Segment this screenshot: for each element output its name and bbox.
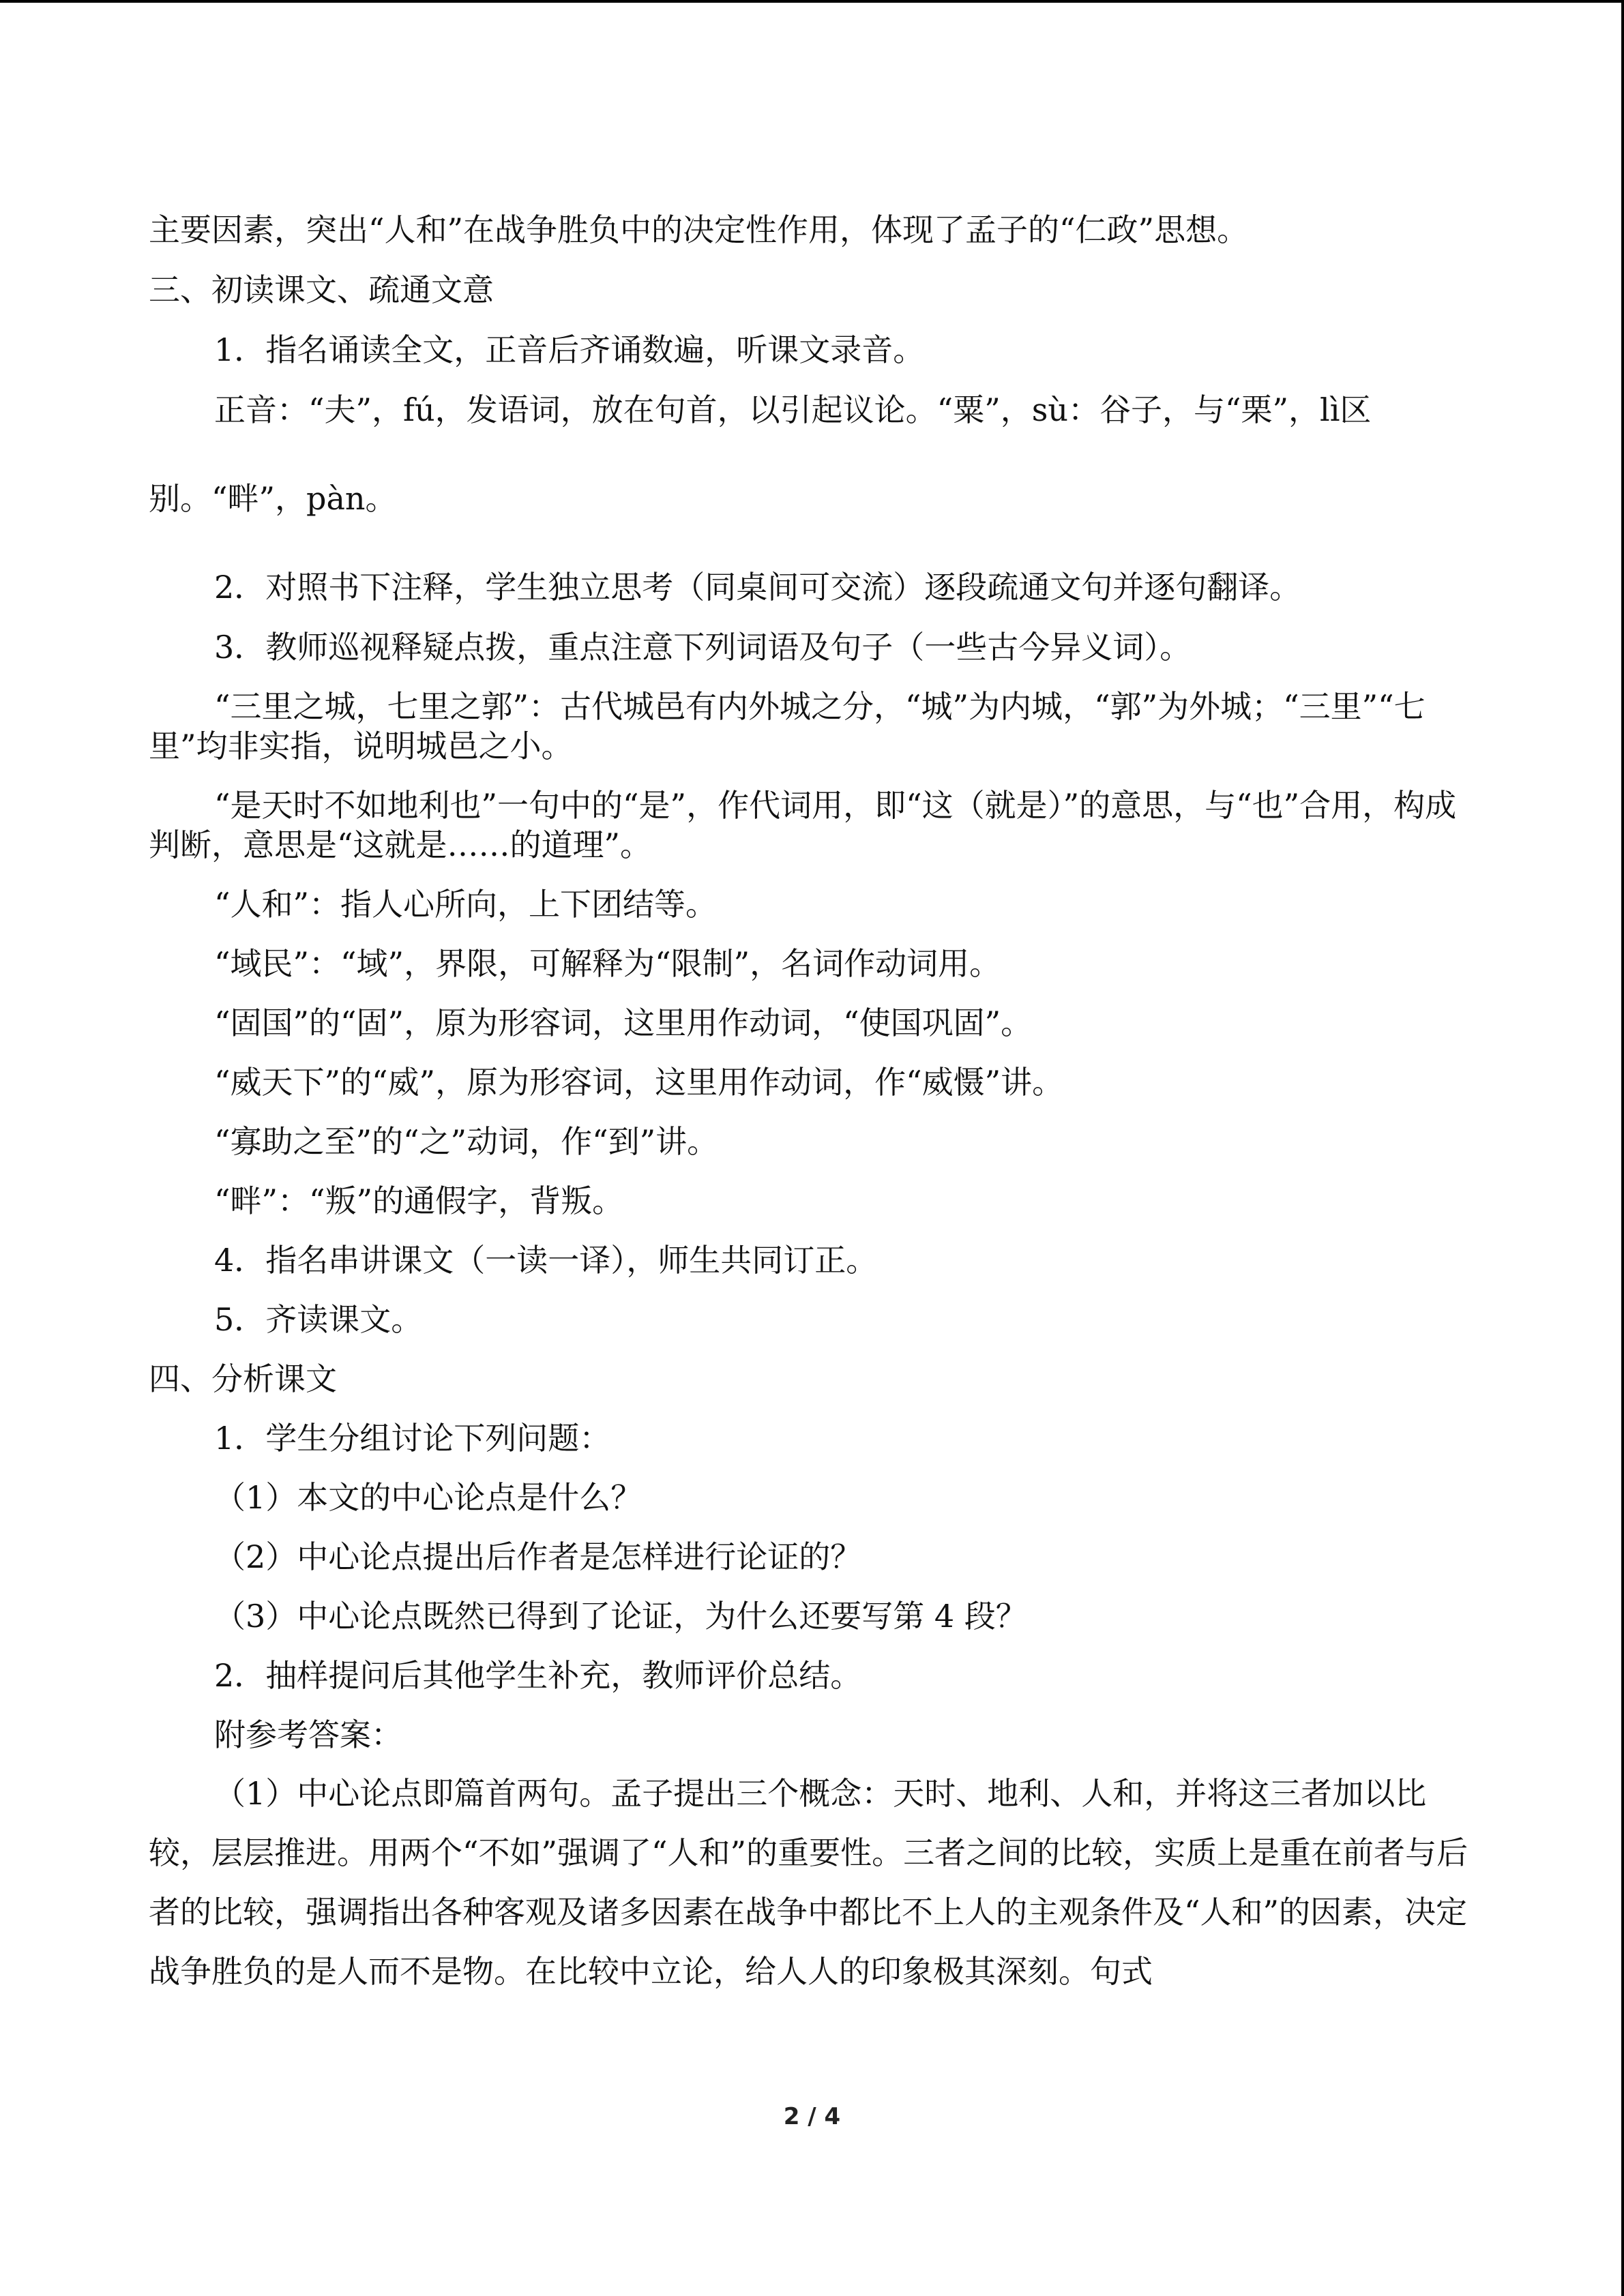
pronunciation-note	[149, 390, 1479, 430]
question-1: （1）本文的中心论点是什么？	[214, 1479, 643, 1516]
step-2: 2．对照书下注释，学生独立思考（同桌间可交流）逐段疏通文句并逐句翻译。	[214, 569, 1301, 606]
section-heading-4: 四、分析课文	[149, 1360, 337, 1397]
note-renhe: “人和”：指人心所向，上下团结等。	[214, 886, 718, 923]
reference-answer-1: （1）中心论点即篇首两句。孟子提出三个概念：天时、地利、人和，并将这三者加以比较，层层推进。用两个“不如”强调了“人和”的重要性。三者之间的比较，实质上是重在前者与后者的比较，强调指出各种客观及诸多因素在战争中都比不上人的主观条件及“人和”的因素，决定战争胜负的是人而不是物。在比较中立论，给人人的印象极其深刻。句式	[149, 1775, 1468, 1990]
note-shi: “是天时不如地利也”一句中的“是”，作代词用，即“这（就是）”的意思，与“也”合用，构成判断，意思是“这就是……的道理”。	[149, 787, 1457, 863]
question-3: （3）中心论点既然已得到了论证，为什么还要写第 4 段？	[214, 1598, 1027, 1635]
note-weitianxia: “威天下”的“威”，原为形容词，这里用作动词，作“威慑”讲。	[214, 1064, 1064, 1101]
step-4: 4．指名串讲课文（一读一译），师生共同订正。	[214, 1242, 878, 1279]
note-cheng-guo: “三里之城，七里之郭”：古代城邑有内外城之分，“城”为内城，“郭”为外城；“三里”“七里”均非实指，说明城邑之小。	[149, 688, 1426, 764]
note-yumin: “域民”：“域”，界限，可解释为“限制”，名词作动词用。	[214, 945, 1001, 982]
reference-answer-heading: 附参考答案：	[214, 1716, 402, 1753]
discussion-step-1: 1．学生分组讨论下列问题：	[214, 1420, 611, 1457]
step-3: 3．教师巡视释疑点拨，重点注意下列词语及句子（一些古今异义词）。	[214, 629, 1192, 666]
question-2: （2）中心论点提出后作者是怎样进行论证的？	[214, 1538, 862, 1575]
step-5: 5．齐读课文。	[214, 1301, 423, 1338]
note-pan: “畔”：“叛”的通假字，背叛。	[214, 1182, 624, 1219]
discussion-step-2: 2．抽样提问后其他学生补充，教师评价总结。	[214, 1657, 862, 1694]
step-1: 1．指名诵读全文，正音后齐诵数遍，听课文录音。	[214, 331, 925, 368]
note-guazhu: “寡助之至”的“之”动词，作“到”讲。	[214, 1123, 719, 1160]
page-number: 2 / 4	[783, 2103, 841, 2130]
pronunciation-note-continued: 别。“畔”，pàn。	[149, 480, 397, 517]
document-body	[149, 210, 1479, 2001]
paragraph-continued: 主要因素，突出“人和”在战争胜负中的决定性作用，体现了孟子的“仁政”思想。	[149, 211, 1249, 248]
section-heading-3: 三、初读课文、疏通文意	[149, 271, 494, 308]
pronunciation-text: 正音：“夫”，fú，发语词，放在句首，以引起议论。“粟”，sù：谷子，与“栗”，lì区	[214, 391, 1372, 428]
note-guguo: “固国”的“固”，原为形容词，这里用作动词，“使国巩固”。	[214, 1004, 1033, 1041]
